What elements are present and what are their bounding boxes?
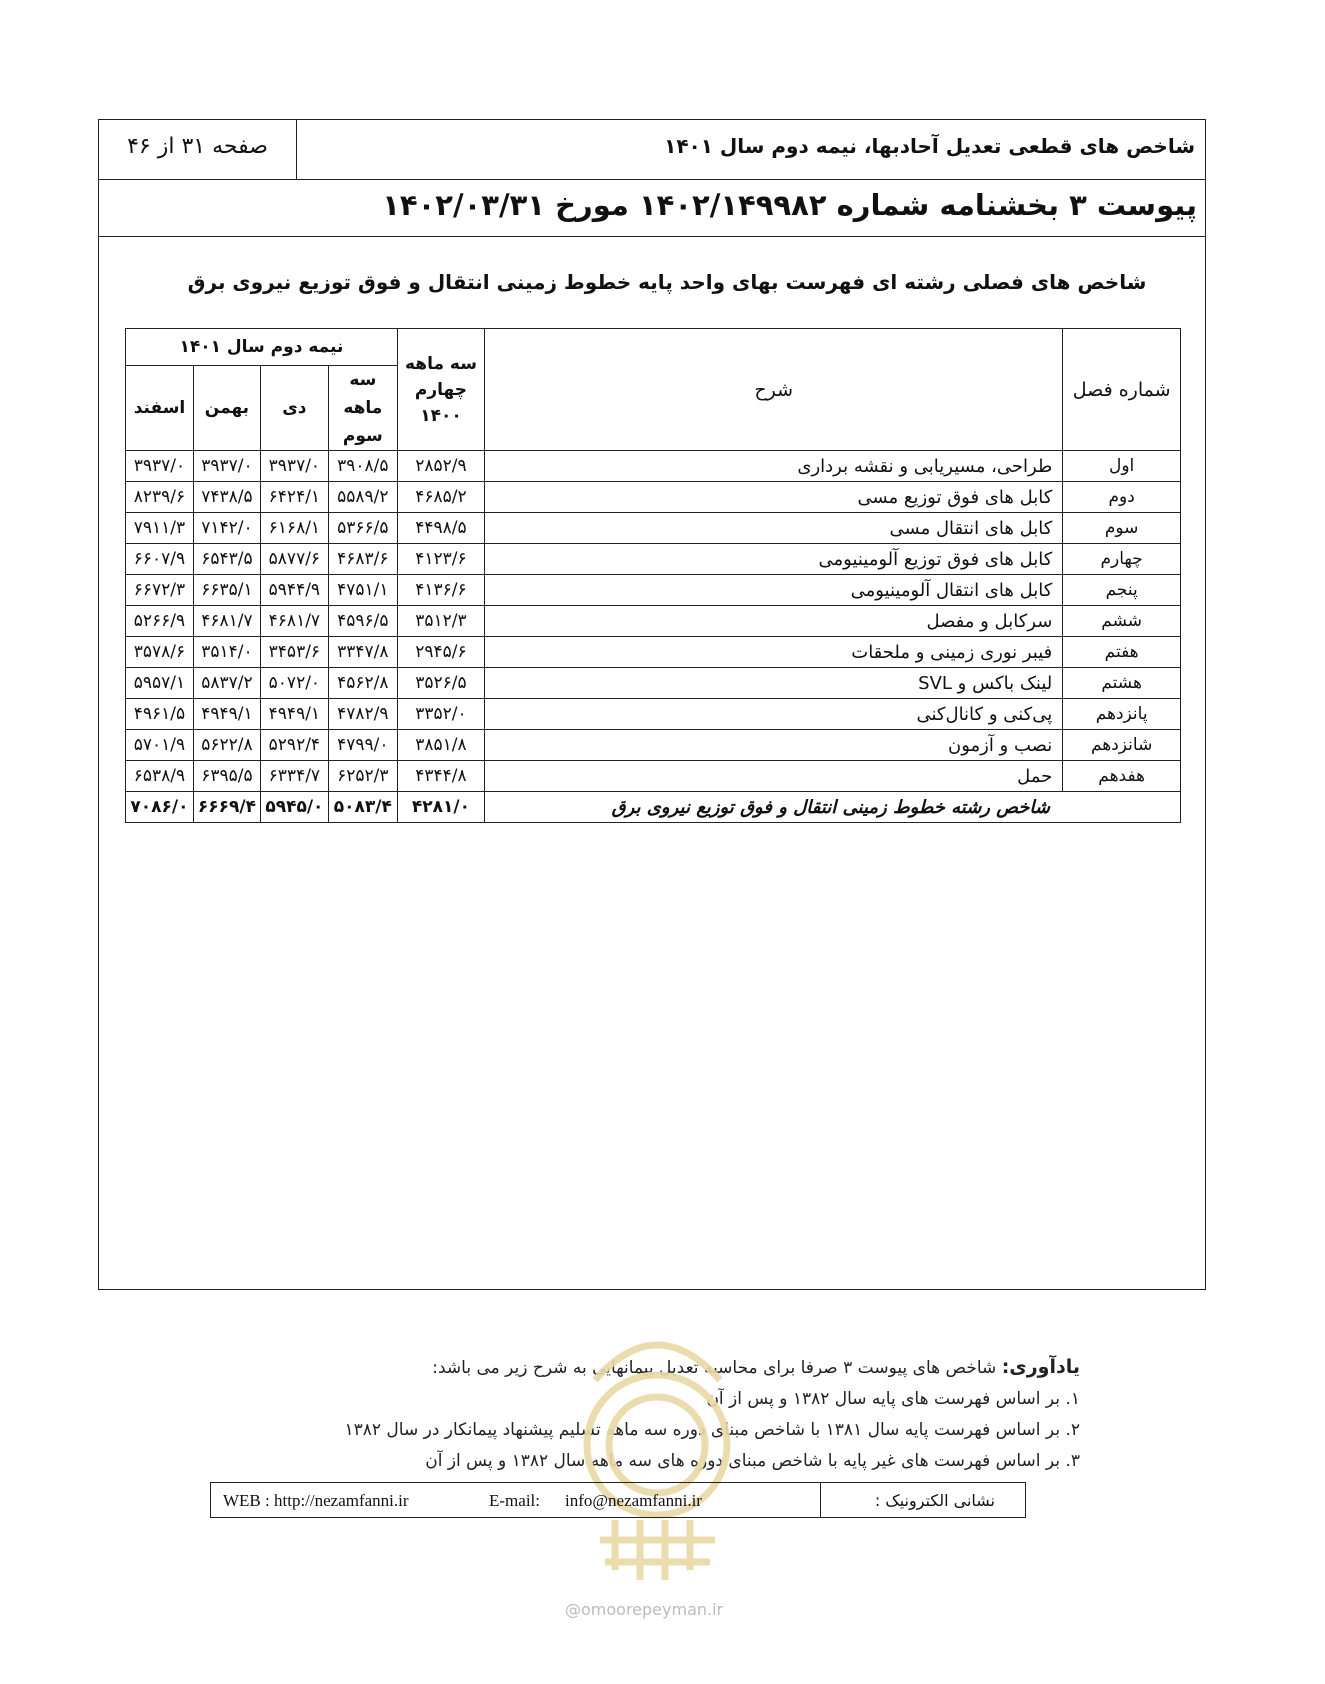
cell-dey: ۶۴۲۴/۱: [260, 482, 328, 513]
table-row: [126, 668, 1181, 699]
table-row: [126, 482, 1181, 513]
header-dey: دی: [260, 366, 328, 451]
cell-description: سرکابل و مفصل: [485, 606, 1063, 637]
attachment-title: پیوست ۳ بخشنامه شماره ۱۴۰۲/۱۴۹۹۸۲ مورخ ۱۴۰۲/۰۳/۳۱: [382, 188, 1197, 222]
cell-esfand: ۵۷۰۱/۹: [126, 730, 194, 761]
cell-dey: ۵۹۴۴/۹: [260, 575, 328, 606]
total-dey: ۵۹۴۵/۰: [260, 792, 328, 823]
email-label: E-mail:: [489, 1491, 540, 1510]
note-item-2: ۲. بر اساس فهرست پایه سال ۱۳۸۱ با شاخص مبنای دوره سه ماهه تسلیم پیشنهاد پیمانکار در سال ۱۳۸۲: [344, 1420, 1080, 1440]
table-row: [126, 699, 1181, 730]
cell-bahman: ۵۶۲۲/۸: [193, 730, 260, 761]
contact-label: نشانی الکترونیک :: [874, 1491, 995, 1510]
cell-description: طراحی، مسیریابی و نقشه برداری: [485, 451, 1063, 482]
site-watermark-text: @omoorepeyman.ir: [565, 1600, 724, 1619]
cell-dey: ۶۱۶۸/۱: [260, 513, 328, 544]
header-half-year: نیمه دوم سال ۱۴۰۱: [126, 329, 398, 366]
cell-bahman: ۳۵۱۴/۰: [193, 637, 260, 668]
cell-q3: ۴۶۸۳/۶: [328, 544, 397, 575]
cell-q3: ۴۷۸۲/۹: [328, 699, 397, 730]
cell-section: پانزدهم: [1063, 699, 1181, 730]
table-row: [126, 730, 1181, 761]
cell-q4-1400: ۴۱۲۳/۶: [397, 544, 484, 575]
cell-esfand: ۷۹۱۱/۳: [126, 513, 194, 544]
total-esfand: ۷۰۸۶/۰: [126, 792, 194, 823]
cell-q4-1400: ۴۶۸۵/۲: [397, 482, 484, 513]
contact-box: [210, 1482, 1026, 1518]
header-row: [99, 120, 1205, 180]
cell-bahman: ۳۹۳۷/۰: [193, 451, 260, 482]
cell-dey: ۵۲۹۲/۴: [260, 730, 328, 761]
table-row: [126, 451, 1181, 482]
cell-section: چهارم: [1063, 544, 1181, 575]
cell-description: حمل: [485, 761, 1063, 792]
cell-section: ششم: [1063, 606, 1181, 637]
table-row: [126, 637, 1181, 668]
index-table: [125, 328, 1181, 823]
cell-description: پی‌کنی و کانال‌کنی: [485, 699, 1063, 730]
cell-q4-1400: ۲۹۴۵/۶: [397, 637, 484, 668]
document-title: شاخص های قطعی تعدیل آحادبها، نیمه دوم سال ۱۴۰۱: [664, 134, 1195, 158]
cell-dey: ۵۰۷۲/۰: [260, 668, 328, 699]
cell-esfand: ۳۹۳۷/۰: [126, 451, 194, 482]
cell-esfand: ۴۹۶۱/۵: [126, 699, 194, 730]
page-frame: [98, 119, 1206, 1290]
table-row: [126, 606, 1181, 637]
cell-q3: ۳۳۴۷/۸: [328, 637, 397, 668]
website-link[interactable]: WEB : http://nezamfanni.ir: [223, 1491, 409, 1510]
cell-dey: ۴۶۸۱/۷: [260, 606, 328, 637]
cell-q4-1400: ۳۵۲۶/۵: [397, 668, 484, 699]
page-number-box: [99, 120, 297, 179]
cell-q3: ۴۷۹۹/۰: [328, 730, 397, 761]
cell-bahman: ۴۶۸۱/۷: [193, 606, 260, 637]
cell-bahman: ۷۱۴۲/۰: [193, 513, 260, 544]
cell-q4-1400: ۴۳۴۴/۸: [397, 761, 484, 792]
cell-section: سوم: [1063, 513, 1181, 544]
cell-q3: ۵۵۸۹/۲: [328, 482, 397, 513]
cell-q3: ۴۵۶۲/۸: [328, 668, 397, 699]
table-row: [126, 575, 1181, 606]
cell-q4-1400: ۴۱۳۶/۶: [397, 575, 484, 606]
note-item-3: ۳. بر اساس فهرست های غیر پایه با شاخص مبنای دوره های سه ماهه سال ۱۳۸۲ و پس از آن: [425, 1451, 1080, 1471]
header-q4-1400: سه ماهه چهارم ۱۴۰۰: [397, 329, 484, 451]
cell-description: فیبر نوری زمینی و ملحقات: [485, 637, 1063, 668]
cell-section: هفتم: [1063, 637, 1181, 668]
cell-esfand: ۸۲۳۹/۶: [126, 482, 194, 513]
total-bahman: ۶۶۶۹/۴: [193, 792, 260, 823]
table-row: [126, 761, 1181, 792]
cell-q3: ۶۲۵۲/۳: [328, 761, 397, 792]
cell-bahman: ۵۸۳۷/۲: [193, 668, 260, 699]
cell-q3: ۴۷۵۱/۱: [328, 575, 397, 606]
cell-esfand: ۶۶۷۲/۳: [126, 575, 194, 606]
contact-label-cell: [820, 1483, 1025, 1517]
cell-section: هشتم: [1063, 668, 1181, 699]
cell-esfand: ۶۶۰۷/۹: [126, 544, 194, 575]
cell-q3: ۴۵۹۶/۵: [328, 606, 397, 637]
cell-bahman: ۶۶۳۵/۱: [193, 575, 260, 606]
notes-lead: یادآوری:: [1001, 1356, 1080, 1378]
cell-section: هفدهم: [1063, 761, 1181, 792]
table-total-row: [126, 792, 1181, 823]
cell-description: نصب و آزمون: [485, 730, 1063, 761]
notes-intro: شاخص های پیوست ۳ صرفا برای محاسبه تعدیل پیمانهایی به شرح زیر می باشد:: [432, 1358, 997, 1378]
page-number: صفحه ۳۱ از ۴۶: [127, 134, 268, 159]
table-row: [126, 513, 1181, 544]
note-item-1: ۱. بر اساس فهرست های پایه سال ۱۳۸۲ و پس از آن: [706, 1389, 1080, 1409]
watermark-logo-icon: [555, 1270, 760, 1600]
cell-q3: ۳۹۰۸/۵: [328, 451, 397, 482]
cell-bahman: ۶۵۴۳/۵: [193, 544, 260, 575]
cell-description: کابل های انتقال مسی: [485, 513, 1063, 544]
cell-description: کابل های انتقال آلومینیومی: [485, 575, 1063, 606]
cell-dey: ۵۸۷۷/۶: [260, 544, 328, 575]
cell-esfand: ۶۵۳۸/۹: [126, 761, 194, 792]
cell-bahman: ۶۳۹۵/۵: [193, 761, 260, 792]
cell-dey: ۶۳۳۴/۷: [260, 761, 328, 792]
cell-section: دوم: [1063, 482, 1181, 513]
header-section: شماره فصل: [1063, 329, 1181, 451]
total-q3: ۵۰۸۳/۴: [328, 792, 397, 823]
cell-dey: ۳۹۳۷/۰: [260, 451, 328, 482]
cell-q4-1400: ۳۸۵۱/۸: [397, 730, 484, 761]
table-title: شاخص های فصلی رشته ای فهرست بهای واحد پایه خطوط زمینی انتقال و فوق توزیع نیروی برق: [187, 270, 1147, 294]
cell-description: کابل های فوق توزیع آلومینیومی: [485, 544, 1063, 575]
header-bahman: بهمن: [193, 366, 260, 451]
header-q3: سه ماهه سوم: [328, 366, 397, 451]
cell-description: لینک باکس و SVL: [485, 668, 1063, 699]
cell-description: کابل های فوق توزیع مسی: [485, 482, 1063, 513]
table-header-row: [126, 329, 1181, 366]
table-body: [126, 451, 1181, 823]
table-row: [126, 544, 1181, 575]
cell-section: شانزدهم: [1063, 730, 1181, 761]
cell-q4-1400: ۴۴۹۸/۵: [397, 513, 484, 544]
cell-section: پنجم: [1063, 575, 1181, 606]
cell-q4-1400: ۳۵۱۲/۳: [397, 606, 484, 637]
total-q4-1400: ۴۲۸۱/۰: [397, 792, 484, 823]
cell-esfand: ۵۲۶۶/۹: [126, 606, 194, 637]
cell-q4-1400: ۲۸۵۲/۹: [397, 451, 484, 482]
cell-section: اول: [1063, 451, 1181, 482]
header-description: شرح: [485, 329, 1063, 451]
cell-dey: ۴۹۴۹/۱: [260, 699, 328, 730]
cell-q4-1400: ۳۳۵۲/۰: [397, 699, 484, 730]
cell-esfand: ۳۵۷۸/۶: [126, 637, 194, 668]
cell-q3: ۵۳۶۶/۵: [328, 513, 397, 544]
cell-dey: ۳۴۵۳/۶: [260, 637, 328, 668]
email-link[interactable]: info@nezamfanni.ir: [565, 1491, 702, 1510]
cell-bahman: ۴۹۴۹/۱: [193, 699, 260, 730]
cell-bahman: ۷۴۳۸/۵: [193, 482, 260, 513]
attachment-row: [99, 180, 1205, 237]
cell-esfand: ۵۹۵۷/۱: [126, 668, 194, 699]
total-description: شاخص رشته خطوط زمینی انتقال و فوق توزیع نیروی برق: [485, 792, 1181, 823]
header-esfand: اسفند: [126, 366, 194, 451]
